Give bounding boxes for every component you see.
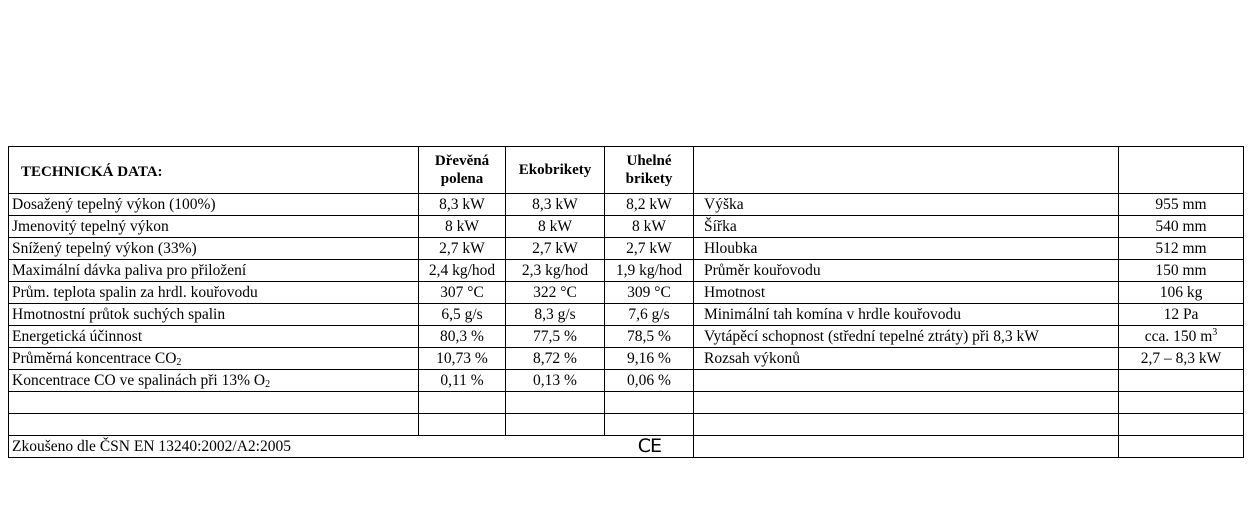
column-header-coal-line1: Uhelné bbox=[626, 153, 672, 169]
right-value: 106 kg bbox=[1119, 282, 1244, 304]
empty-cell bbox=[605, 392, 694, 414]
subscript-2: 2 bbox=[176, 356, 182, 368]
footer-cell bbox=[9, 436, 694, 458]
technical-data-table bbox=[8, 146, 1244, 458]
eco-value: 8,72 % bbox=[506, 348, 605, 370]
coal-value: 0,06 % bbox=[605, 370, 694, 392]
right-value bbox=[1119, 326, 1244, 348]
right-value: 12 Pa bbox=[1119, 304, 1244, 326]
table-row bbox=[9, 260, 1244, 282]
coal-value: 309 °C bbox=[605, 282, 694, 304]
tested-standard-text: Zkoušeno dle ČSN EN 13240:2002/A2:2005 bbox=[12, 437, 291, 455]
right-label: Minimální tah komína v hrdle kouřovodu bbox=[694, 304, 1119, 326]
empty-cell bbox=[694, 414, 1119, 436]
empty-cell bbox=[419, 392, 506, 414]
ce-mark-icon: CE bbox=[637, 435, 661, 457]
empty-row bbox=[9, 392, 1244, 414]
coal-value: 9,16 % bbox=[605, 348, 694, 370]
wood-value: 0,11 % bbox=[419, 370, 506, 392]
row-label: Hmotnostní průtok suchých spalin bbox=[9, 304, 419, 326]
column-header-coal-line2: brikety bbox=[625, 171, 673, 187]
wood-value: 6,5 g/s bbox=[419, 304, 506, 326]
row-label: Energetická účinnost bbox=[9, 326, 419, 348]
table-row bbox=[9, 304, 1244, 326]
wood-value: 2,7 kW bbox=[419, 238, 506, 260]
row-label: Prům. teplota spalin za hrdl. kouřovodu bbox=[9, 282, 419, 304]
right-label bbox=[694, 370, 1119, 392]
empty-cell bbox=[419, 414, 506, 436]
right-label: Rozsah výkonů bbox=[694, 348, 1119, 370]
wood-value: 8,3 kW bbox=[419, 194, 506, 216]
empty-cell bbox=[506, 414, 605, 436]
superscript-3: 3 bbox=[1212, 326, 1218, 338]
row-label-text: Koncentrace CO ve spalinách při 13% O bbox=[12, 371, 266, 389]
empty-cell bbox=[9, 392, 419, 414]
table-row bbox=[9, 282, 1244, 304]
right-value bbox=[1119, 370, 1244, 392]
table-row bbox=[9, 216, 1244, 238]
column-header-eco: Ekobrikety bbox=[506, 147, 605, 194]
empty-cell bbox=[694, 436, 1119, 458]
table-row bbox=[9, 370, 1244, 392]
empty-cell bbox=[1119, 414, 1244, 436]
footer-row bbox=[9, 436, 1244, 458]
right-label: Hmotnost bbox=[694, 282, 1119, 304]
coal-value: 1,9 kg/hod bbox=[605, 260, 694, 282]
header-empty-right-value bbox=[1119, 147, 1244, 194]
row-label: Snížený tepelný výkon (33%) bbox=[9, 238, 419, 260]
column-header-wood-line2: polena bbox=[440, 171, 484, 187]
right-value: 955 mm bbox=[1119, 194, 1244, 216]
eco-value: 8,3 kW bbox=[506, 194, 605, 216]
right-label: Hloubka bbox=[694, 238, 1119, 260]
eco-value: 2,7 kW bbox=[506, 238, 605, 260]
right-value: 540 mm bbox=[1119, 216, 1244, 238]
table-row bbox=[9, 194, 1244, 216]
right-label: Průměr kouřovodu bbox=[694, 260, 1119, 282]
table-title: TECHNICKÁ DATA: bbox=[9, 147, 419, 194]
row-label bbox=[9, 370, 419, 392]
right-label: Výška bbox=[694, 194, 1119, 216]
wood-value: 307 °C bbox=[419, 282, 506, 304]
right-value: 150 mm bbox=[1119, 260, 1244, 282]
wood-value: 10,73 % bbox=[419, 348, 506, 370]
eco-value: 8,3 g/s bbox=[506, 304, 605, 326]
coal-value: 8 kW bbox=[605, 216, 694, 238]
coal-value: 7,6 g/s bbox=[605, 304, 694, 326]
coal-value: 8,2 kW bbox=[605, 194, 694, 216]
subscript-2: 2 bbox=[265, 378, 271, 390]
coal-value: 78,5 % bbox=[605, 326, 694, 348]
eco-value: 0,13 % bbox=[506, 370, 605, 392]
coal-value: 2,7 kW bbox=[605, 238, 694, 260]
right-label: Vytápěcí schopnost (střední tepelné ztráty) při 8,3 kW bbox=[694, 326, 1119, 348]
empty-cell bbox=[506, 392, 605, 414]
right-value-text: cca. 150 m bbox=[1144, 327, 1213, 345]
eco-value: 8 kW bbox=[506, 216, 605, 238]
empty-cell bbox=[1119, 392, 1244, 414]
row-label: Maximální dávka paliva pro přiložení bbox=[9, 260, 419, 282]
eco-value: 2,3 kg/hod bbox=[506, 260, 605, 282]
right-label: Šířka bbox=[694, 216, 1119, 238]
right-value: 2,7 – 8,3 kW bbox=[1119, 348, 1244, 370]
eco-value: 322 °C bbox=[506, 282, 605, 304]
row-label: Dosažený tepelný výkon (100%) bbox=[9, 194, 419, 216]
table-row bbox=[9, 348, 1244, 370]
right-value: 512 mm bbox=[1119, 238, 1244, 260]
empty-cell bbox=[9, 414, 419, 436]
wood-value: 8 kW bbox=[419, 216, 506, 238]
row-label bbox=[9, 348, 419, 370]
table-row bbox=[9, 326, 1244, 348]
row-label-text: Průměrná koncentrace CO bbox=[12, 349, 177, 367]
empty-row bbox=[9, 414, 1244, 436]
header-empty-right-label bbox=[694, 147, 1119, 194]
empty-cell bbox=[605, 414, 694, 436]
header-row bbox=[9, 147, 1244, 194]
column-header-wood bbox=[419, 147, 506, 194]
table-row bbox=[9, 238, 1244, 260]
row-label: Jmenovitý tepelný výkon bbox=[9, 216, 419, 238]
column-header-wood-line1: Dřevěná bbox=[434, 153, 490, 169]
eco-value: 77,5 % bbox=[506, 326, 605, 348]
column-header-coal bbox=[605, 147, 694, 194]
empty-cell bbox=[1119, 436, 1244, 458]
wood-value: 80,3 % bbox=[419, 326, 506, 348]
wood-value: 2,4 kg/hod bbox=[419, 260, 506, 282]
empty-cell bbox=[694, 392, 1119, 414]
